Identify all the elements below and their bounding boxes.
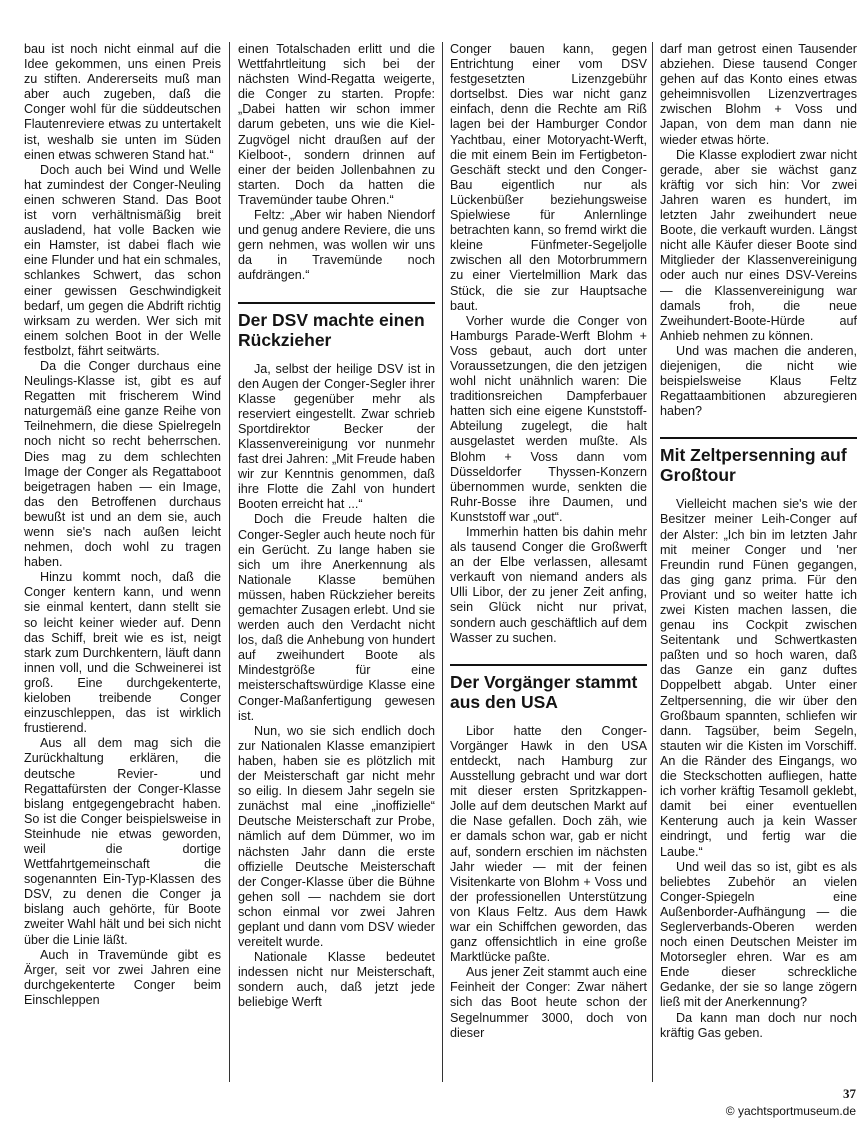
text-column-2 <box>238 42 435 1082</box>
paragraph: Immerhin hatten bis dahin mehr als tausend Conger die Großwerft an der Elbe verlassen, allesamt verkauft von niemand anders als Ulli Libor, der zu jener Zeit anfing, sein Glück nicht nur privat, sondern auch geschäftlich auf dem Wasser zu suchen. <box>450 525 647 645</box>
paragraph: Doch die Freude halten die Conger-Segler auch heute noch für ein Gerücht. Zu lange haben sie sich um ihre Anerkennung als Nationale Klasse bemühen müssen, haben Rückzieher bereits gemachter Zusagen erlebt. Und sie werden auch den Verdacht nicht los, daß die Anhebung von hundert auf zweihundert Boote als Mindestgröße für eine meisterschaftswürdige Klasse eine Conger-Maßanfertigung gewesen ist. <box>238 512 435 723</box>
paragraph: Und weil das so ist, gibt es als beliebtes Zubehör an vielen Conger-Spiegeln eine Außenborder-Aufhängung — die Seglerverbands-Oberen werden noch einen Deutschen Meister im Motorsegler ehren. War es am Ende dieser schreckliche Gedanke, der sie so lange zögern ließ mit der Anerkennung? <box>660 859 857 1010</box>
text-column-1 <box>24 42 221 1082</box>
column-divider <box>229 42 230 1082</box>
paragraph: Auch in Travemünde gibt es Ärger, seit vor zwei Jahren eine durchgekenterte Conger beim Einschleppen <box>24 947 221 1007</box>
section-heading-dsv: Der DSV machte einen Rückzieher <box>238 302 435 350</box>
paragraph: Vielleicht machen sie's wie der Besitzer meiner Leih-Conger auf der Alster: „Ich bin im letzten Jahr mit meiner Conger und 'ner Freundin rund Fünen gegangen, das ging ganz prima. Für den Proviant und so weiter hatte ich zwei Kisten machen lassen, die genau ins Cockpit zwischen Seitentank und Schwertkasten paßten und so hoch waren, daß das Ganze ein ganz duftes Doppelbett abgab. Unter einer Zeltpersenning, die wir über den Großbaum spannten, schliefen wir dann. Tagsüber, beim Segeln, stauten wir die Kisten im Vorschiff. An die Ränder des Eingangs, wo die Steckschotten aufliegen, hatte ich vorher kräftig Tesamoll geklebt, damit bei einer eventuellen Kenterung auch ja kein Wasser eindringt, und fertig war die Laube.“ <box>660 497 857 859</box>
paragraph: Und was machen die anderen, diejenigen, die nicht wie beispielsweise Klaus Feltz Regattaambitionen abzuregieren haben? <box>660 343 857 419</box>
paragraph: Da die Conger durchaus eine Neulings-Klasse ist, gibt es auf Regatten mit frischerem Wind naturgemäß eine ganze Reihe von Teilnehmern, die diese Spielregeln noch nicht so recht beherrschen. Dies mag zu dem schlechten Image der Conger als Regattaboot beigetragen haben — ein Image, das den Betroffenen durchaus bewußt ist und an dem sie, auch wenn sie's nach außen leicht nehmen, doch wohl zu tragen haben. <box>24 358 221 570</box>
paragraph: einen Totalschaden erlitt und die Wettfahrtleitung sich bei der nächsten Wind-Regatta weigerte, die Conger zu starten. Propfe: „Dabei hatten wir schon immer darum gebeten, uns wie die Kiel-Zugvögel nicht draußen auf der Kielboot-, sondern drinnen auf einer der beiden Jollenbahnen zu starten. Doch da hatten die Travemünder taube Ohren.“ <box>238 42 435 207</box>
paragraph: darf man getrost einen Tausender abziehen. Diese tausend Conger gehen auf das Konto eines etwas geheimnisvollen Lizenzvertrages zwischen Blohm + Voss und Japan, von dem man dann nie wieder etwas hörte. <box>660 42 857 147</box>
paragraph: Hinzu kommt noch, daß die Conger kentern kann, und wenn sie einmal kentert, dann stellt sie so leicht keiner wieder auf. Denn das Schiff, breit wie es ist, neigt stark zum Durchkentern, läuft dann innen voll, und die Schweinerei ist groß. Eine durchgekenterte, kieloben treibende Conger einzuschleppen, das ist wirklich frustierend. <box>24 570 221 736</box>
column-divider <box>442 42 443 1082</box>
column-divider <box>652 42 653 1082</box>
paragraph: Nationale Klasse bedeutet indessen nicht nur Meisterschaft, sondern auch, daß jetzt jede beliebige Werft <box>238 950 435 1010</box>
paragraph: Libor hatte den Conger-Vorgänger Hawk in den USA entdeckt, nach Hamburg zur Ausstellung gebracht und war dort mit dieser ersten Spritzkappen-Jolle auf dem deutschen Markt auf die Nase gefallen. Doch zäh, wie er damals schon war, gab er nicht auf, sondern erschien im nächsten Jahr wieder — mit der feinen Visitenkarte von Blohm + Voss und der professionellen Unterstützung von Klaus Feltz. Aus dem Hawk war ein Schiffchen geworden, das ganz offensichtlich in eine große Marktlücke paßte. <box>450 723 647 965</box>
text-column-3 <box>450 42 647 1082</box>
paragraph: bau ist noch nicht einmal auf die Idee gekommen, uns einen Preis zu stiften. Andererseits muß man aber auch zugeben, daß die Conger wohl für die süddeutschen Flautenreviere etwas zu untertakelt ist, weshalb sie unten im Süden einen etwas schweren Stand hat.“ <box>24 42 221 162</box>
paragraph: Feltz: „Aber wir haben Niendorf und genug andere Reviere, die uns gern nehmen, was wollen wir uns da in Travemünde noch aufdrängen.“ <box>238 208 435 283</box>
section-heading-vorgaenger: Der Vorgänger stammt aus den USA <box>450 664 647 712</box>
paragraph: Aus all dem mag sich die Zurückhaltung erklären, die deutsche Revier- und Regattafürsten der Conger-Klasse bislang entgegengebracht haben. So ist die Conger beispielsweise in Steinhude nie etwas geworden, weil die dortige Wettfahrtgemeinschaft die sogenannten Ein-Typ-Klassen des DSV, zu denen die Conger ja bislang auch gehörte, für Boote zweiter Wahl hält und bei sich nicht über die Linie läßt. <box>24 736 221 947</box>
paragraph: Conger bauen kann, gegen Entrichtung einer vom DSV festgesetzten Lizenzgebühr dortselbst. Dies war nicht ganz einfach, denn die Rechte am Riß lagen bei der Hamburger Condor Yachtbau, einer Motoryacht-Werft, die mit einem Bein im Fertigbeton-Geschäft steckt und den Conger-Bau eigentlich nur als Lückenbüßer beziehungsweise Spielwiese für Anlernlinge betrachten kann, so fremd wirkt die kleine Fünfmeter-Segeljolle zwischen all den Motorbrummern zu einer Viertelmillion Mark das Stück, die sie zur Hauptsache baut. <box>450 42 647 313</box>
paragraph: Die Klasse explodiert zwar nicht gerade, aber sie wächst ganz kräftig vor sich hin: Vor zwei Jahren waren es hundert, im letzten Jahr zweihundert neue Boote, die verkauft wurden. Längst nicht alle Käufer dieser Boote sind Mitglieder der Klassenvereinigung oder auch nur eines DSV-Vereins — die Klassenvereinigung war damals froh, die neue Zweihundert-Boote-Hürde auf Anhieb nehmen zu können. <box>660 147 857 343</box>
paragraph: Nun, wo sie sich endlich doch zur Nationalen Klasse emanzipiert haben, haben sie es plötzlich mit der Meisterschaft gar nicht mehr so eilig. In diesem Jahr segeln sie zunächst mal eine „inoffizielle“ Deutsche Meisterschaft zur Probe, nämlich auf dem Dümmer, wo im nächsten Jahr dann die erste offizielle Deutsche Meisterschaft der Conger-Klasse über die Bühne gehen soll — nachdem sie dort schon einmal vor zwei Jahren geplant und dann vom DSV wieder vereitelt wurde. <box>238 723 435 950</box>
watermark: © yachtsportmuseum.de <box>725 1104 856 1118</box>
paragraph: Doch auch bei Wind und Welle hat zumindest der Conger-Neuling einen schweren Stand. Das Boot ist vorn verhältnismäßig breit ausladend, hat volle Backen wie ein Hamster, ist dabei flach wie eine Flunder und hat ein schmales, schlankes Schwert, das schon einer gewissen Geschwindigkeit bedarf, um gegen die Abdrift richtig wirksam zu werden. Wer sich mit einem solchen Boot in der Welle festbolzt, fährt seitwärts. <box>24 162 221 358</box>
paragraph: Ja, selbst der heilige DSV ist in den Augen der Conger-Segler ihrer Klasse gegenüber mehr als reserviert eingestellt. Zwar schrieb Sportdirektor Becker der Klassenvereinigung vor nunmehr fast drei Jahren: „Mit Freude haben wir zur Kenntnis genommen, daß ihre Flotte die Zahl von hundert Booten erreicht hat ...“ <box>238 361 435 512</box>
paragraph: Da kann man doch nur noch kräftig Gas geben. <box>660 1010 857 1040</box>
paragraph: Aus jener Zeit stammt auch eine Feinheit der Conger: Zwar nähert sich das Boot heute schon der Segelnummer 3000, doch von dieser <box>450 965 647 1040</box>
text-column-4 <box>660 42 857 1082</box>
section-heading-zeltpersenning: Mit Zeltpersenning auf Großtour <box>660 437 857 485</box>
paragraph: Vorher wurde die Conger von Hamburgs Parade-Werft Blohm + Voss gebaut, auch dort unter Voraussetzungen, die den jetzigen wohl nicht unähnlich waren: Die traditionsreichen Dampferbauer hatten sich eine eigene Kunststoff-Abteilung zugelegt, die halt ausgelastet werden mußte. Als Blohm + Voss dann vom Düsseldorfer Thyssen-Konzern übernommen wurde, senkten die Ruhr-Bosse ihre Daumen, und Kunststoff war „out“. <box>450 313 647 524</box>
page-number: 37 <box>843 1086 856 1101</box>
